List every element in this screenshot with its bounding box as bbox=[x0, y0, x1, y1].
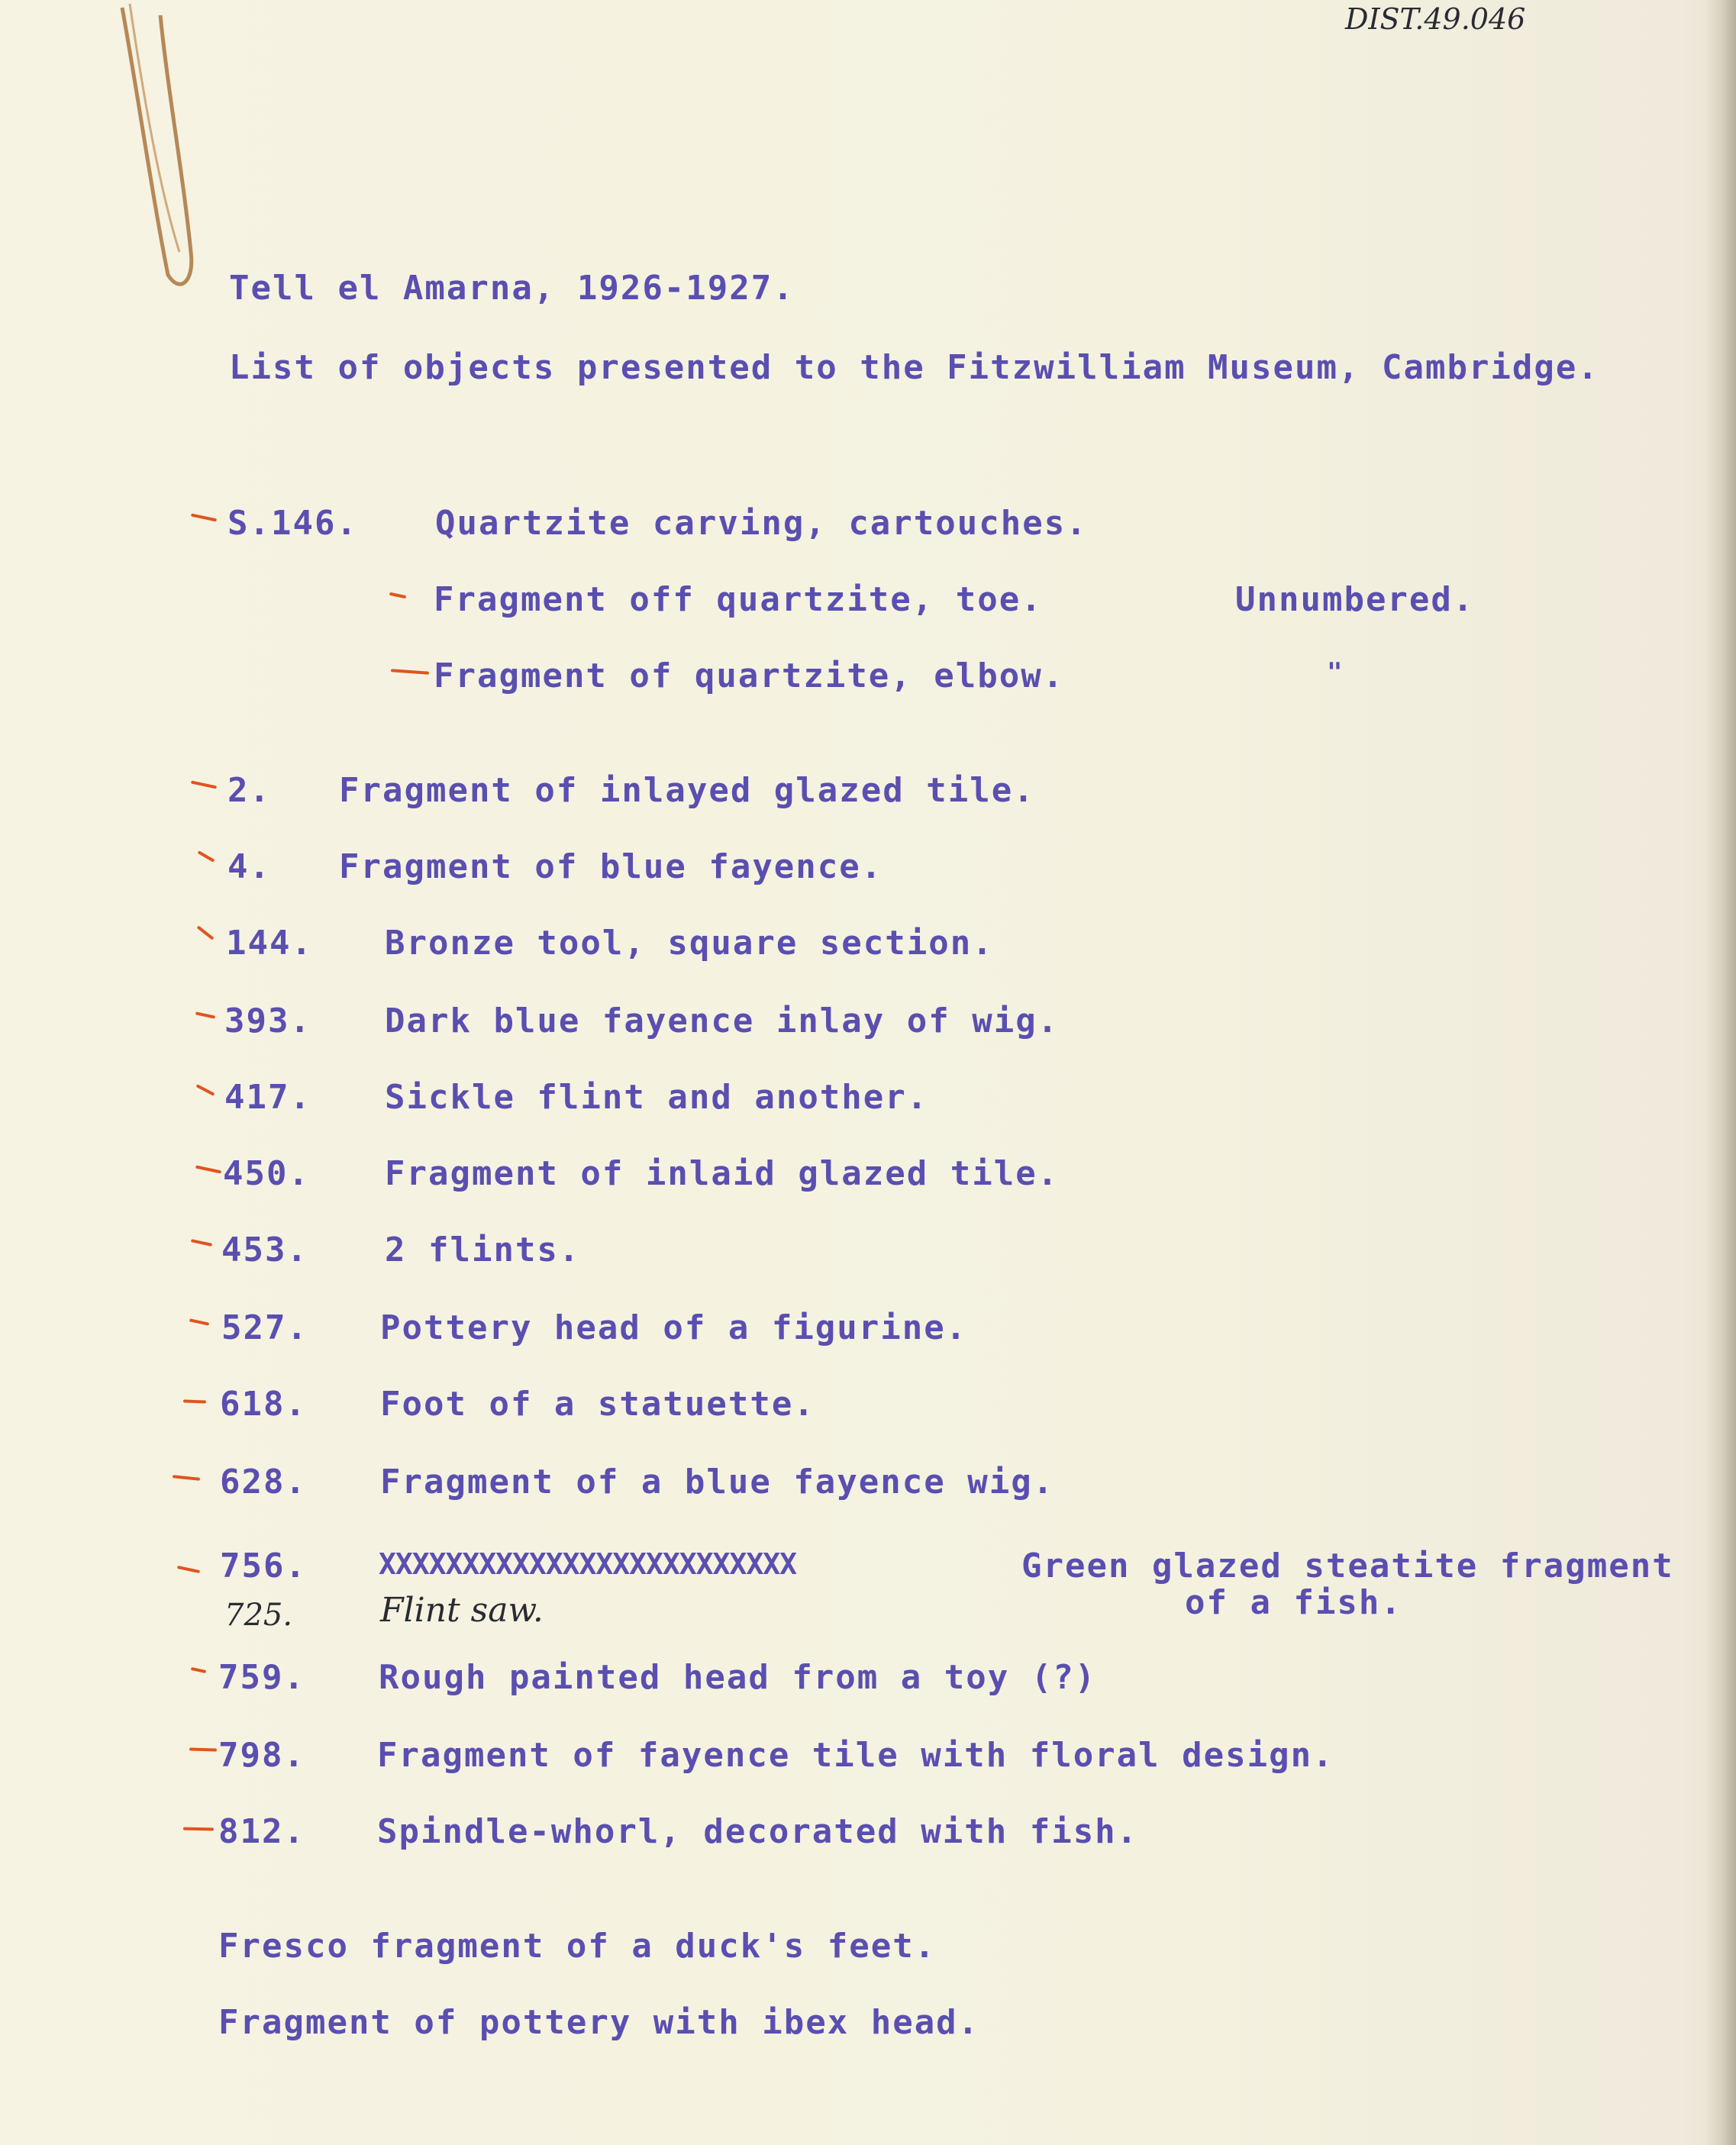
unnumbered-item: Fragment of pottery with ibex head. bbox=[218, 2003, 980, 2042]
entry-number: 417. bbox=[224, 1078, 311, 1117]
entry-number: 756. bbox=[220, 1547, 307, 1585]
entry-description: Bronze tool, square section. bbox=[385, 924, 994, 963]
unnumbered-item: Fresco fragment of a duck's feet. bbox=[218, 1927, 937, 1966]
entry-description: Pottery head of a figurine. bbox=[380, 1308, 968, 1347]
entry-note: " bbox=[1327, 657, 1344, 688]
entry-description: Fragment of a blue fayence wig. bbox=[380, 1463, 1055, 1502]
catalog-number: DIST.49.046 bbox=[1345, 2, 1526, 36]
handwritten-entry-number: 725. bbox=[224, 1598, 293, 1633]
page-edge-shadow bbox=[1705, 0, 1736, 2145]
entry-note: Unnumbered. bbox=[1235, 580, 1475, 619]
entry-number: 4. bbox=[227, 847, 271, 886]
entry-description: Fragment of fayence tile with floral design. bbox=[377, 1736, 1334, 1775]
paperclip-icon bbox=[107, 0, 206, 305]
entry-description: Sickle flint and another. bbox=[385, 1078, 929, 1117]
entry-description: Fragment off quartzite, toe. bbox=[434, 580, 1043, 619]
entry-description: Foot of a statuette. bbox=[380, 1385, 815, 1424]
entry-description: Green glazed steatite fragment bbox=[1021, 1547, 1674, 1585]
entry-number: 144. bbox=[226, 924, 313, 963]
entry-number: 798. bbox=[218, 1736, 305, 1775]
entry-description-continuation: of a fish. bbox=[1185, 1583, 1402, 1622]
check-mark-icon bbox=[183, 1827, 214, 1831]
entry-description: Fragment of inlaid glazed tile. bbox=[385, 1154, 1060, 1193]
entry-description: Fragment of quartzite, elbow. bbox=[434, 656, 1065, 695]
entry-number: 618. bbox=[220, 1385, 307, 1424]
document-title: Tell el Amarna, 1926-1927. bbox=[229, 269, 795, 308]
entry-number: 759. bbox=[218, 1658, 305, 1697]
entry-number: 812. bbox=[218, 1812, 305, 1851]
entry-number: 393. bbox=[224, 1002, 311, 1040]
entry-description: Fragment of blue fayence. bbox=[339, 847, 883, 886]
document-subtitle: List of objects presented to the Fitzwilliam Museum, Cambridge. bbox=[229, 348, 1599, 387]
entry-number: 450. bbox=[223, 1154, 310, 1193]
entry-number: 628. bbox=[220, 1463, 307, 1502]
handwritten-entry-description: Flint saw. bbox=[380, 1591, 544, 1630]
entry-number: S.146. bbox=[227, 504, 358, 543]
entry-description: Fragment of inlayed glazed tile. bbox=[339, 771, 1035, 810]
entry-number: 2. bbox=[227, 771, 271, 810]
entry-number: 527. bbox=[221, 1308, 308, 1347]
struck-out-text: XXXXXXXXXXXXXXXXXXXXXXXXX bbox=[379, 1547, 796, 1581]
entry-description: Dark blue fayence inlay of wig. bbox=[385, 1002, 1060, 1040]
entry-number: 453. bbox=[221, 1231, 308, 1269]
entry-description: Quartzite carving, cartouches. bbox=[435, 504, 1088, 543]
entry-description: Spindle-whorl, decorated with fish. bbox=[377, 1812, 1139, 1851]
entry-description: 2 flints. bbox=[385, 1231, 581, 1269]
entry-description: Rough painted head from a toy (?) bbox=[379, 1658, 1097, 1697]
